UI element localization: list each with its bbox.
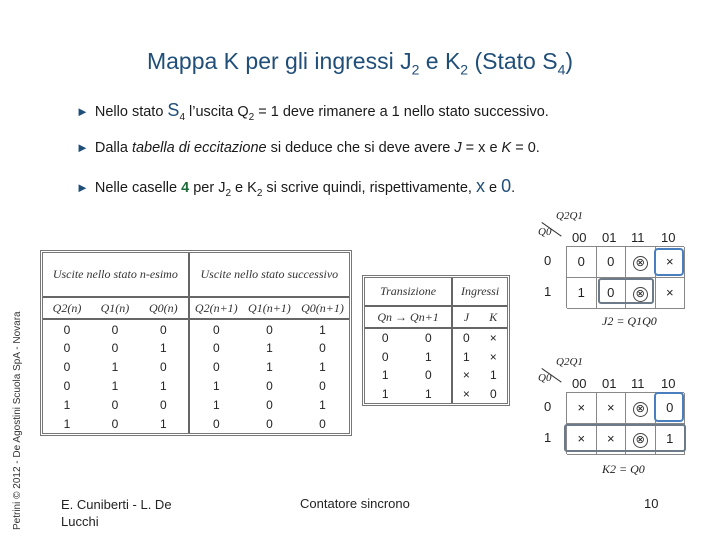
table-row: 0 1 0 0 1 1 [43, 358, 349, 377]
kmap-group [598, 278, 654, 304]
col-header: Qn → Qn+1 [365, 306, 452, 328]
kmap-grid: × × ⊗ 0 × × ⊗ 1 [566, 392, 684, 454]
col-header: J [452, 306, 479, 328]
table-group-header: Transizione [365, 278, 452, 306]
kmap-k2: Q2Q1 Q0 00 01 11 10 0 1 × × ⊗ 0 × × ⊗ 1 K2 = Q0 [530, 354, 700, 484]
table-group-header: Ingressi [452, 278, 507, 306]
kmap-corner-left: Q0 [538, 372, 552, 384]
bullet-3: ► Nelle caselle 4 per $J_2$ e $K_2$ si scrive quindi, rispettivamente, x e 0. [76, 176, 516, 199]
footer-author: E. Cuniberti - L. De Lucchi [61, 497, 172, 529]
table-row: 0 0 0 × [365, 328, 507, 348]
slide-title: Mappa K per gli ingressi $J_2$ e $K_2$ (Stato $S_4$) [146, 48, 574, 78]
col-header: Q0(n+1) [296, 297, 349, 319]
table-row: 0 1 1 × [365, 348, 507, 366]
kmap-corner-top: Q2Q1 [556, 210, 583, 222]
col-header: Q1(n+1) [243, 297, 296, 319]
col-header: K [480, 306, 507, 328]
col-header: Q2(n) [43, 297, 91, 319]
col-header: Q1(n) [91, 297, 139, 319]
table-row: 1 0 0 1 0 1 [43, 395, 349, 414]
kmap-formula: K2 = Q0 [602, 462, 645, 476]
col-header: Q2(n+1) [189, 297, 243, 319]
table-row: 1 1 × 0 [365, 385, 507, 403]
kmap-formula: J2 = Q1Q0 [602, 314, 657, 328]
copyright-vertical: Petrini © 2012 - De Agostini Scuola SpA - Novara [12, 311, 23, 530]
bullet-1: ► Nello stato $S_4$ l’uscita $Q_2 = 1$ deve rimanere a 1 nello stato successivo. [76, 100, 549, 123]
table-row: 0 0 0 0 0 1 [43, 319, 349, 339]
bullet-2: ► Dalla tabella di eccitazione si deduce che si deve avere J = x e K = 0. [76, 140, 540, 156]
table-row: 1 0 1 0 0 0 [43, 414, 349, 433]
footer-topic: Contatore sincrono [300, 496, 410, 511]
col-header: Q0(n) [139, 297, 189, 319]
kmap-highlight [654, 248, 684, 276]
kmap-group [564, 424, 686, 452]
bullet-arrow-icon: ► [76, 140, 89, 155]
bullet-arrow-icon: ► [76, 104, 89, 119]
table-row: 0 0 1 0 1 0 [43, 339, 349, 358]
state-table [40, 250, 352, 436]
table-row: 1 0 × 1 [365, 366, 507, 384]
bullet-arrow-icon: ► [76, 180, 89, 195]
kmap-corner-left: Q0 [538, 226, 552, 238]
kmap-highlight [654, 392, 684, 422]
table-row: 0 1 1 1 0 0 [43, 377, 349, 396]
kmap-j2: Q2Q1 Q0 00 01 11 10 0 1 0 0 ⊗ × 1 0 ⊗ × J2 = Q1Q0 [530, 208, 700, 336]
kmap-grid: 0 0 ⊗ × 1 0 ⊗ × [566, 246, 684, 308]
table-group-header: Uscite nello stato n-esimo [43, 253, 189, 297]
excitation-table [362, 275, 510, 406]
footer-page-number: 10 [644, 496, 659, 511]
kmap-corner-top: Q2Q1 [556, 356, 583, 368]
table-group-header: Uscite nello stato successivo [189, 253, 349, 297]
